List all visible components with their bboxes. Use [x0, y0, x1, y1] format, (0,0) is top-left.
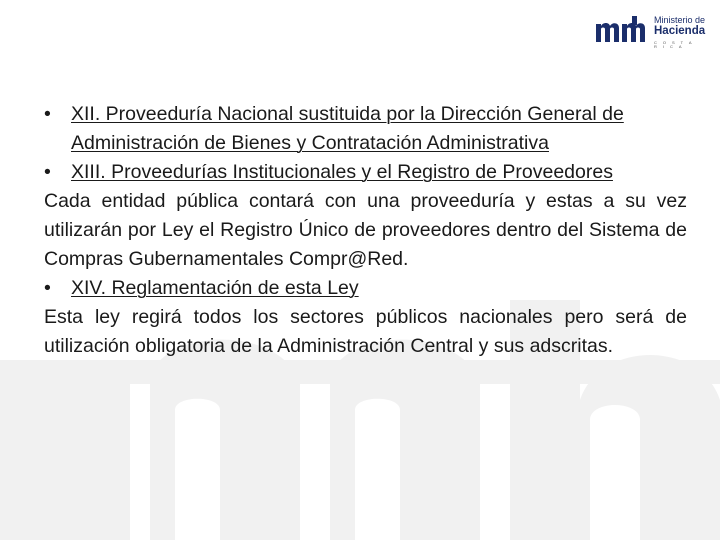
bullet-text-xiii: XIII. Proveedurías Institucionales y el Registro de Proveedores: [71, 161, 613, 183]
logo-hacienda-label: Hacienda: [654, 25, 706, 37]
paragraph-proveeduria: Cada entidad pública contará con una proveeduría y estas a su vez utilizarán por Ley el Registro Único de proveedores dentro del Sistema de Compras Gubernamentales Compr@Red.: [44, 190, 687, 270]
bullet-text-xiv: XIV. Reglamentación de esta Ley: [71, 277, 359, 299]
bullet-dot-icon: •: [44, 103, 51, 125]
bullet-dot-icon: •: [44, 161, 51, 183]
slide-body: [44, 100, 687, 361]
bullet-text-xii: XII. Proveeduría Nacional sustituida por la Dirección General de Administración de Bienes y Contratación Administrativa: [71, 103, 624, 154]
logo-text: [654, 16, 708, 49]
logo-ministerio-label: Ministerio de: [654, 15, 706, 25]
logo-country-label: COSTA RICA: [654, 39, 698, 49]
paragraph-ley: Esta ley regirá todos los sectores públicos nacionales pero será de utilización obligatoria de la Administración Central y sus adscritas.: [44, 306, 687, 357]
mh-logo-icon: [596, 16, 652, 42]
ministerio-hacienda-logo: [596, 14, 708, 48]
bullet-item-xii: [44, 100, 687, 158]
bullet-item-xiv: [44, 274, 687, 303]
bullet-dot-icon: •: [44, 277, 51, 299]
bullet-item-xiii: [44, 158, 687, 187]
